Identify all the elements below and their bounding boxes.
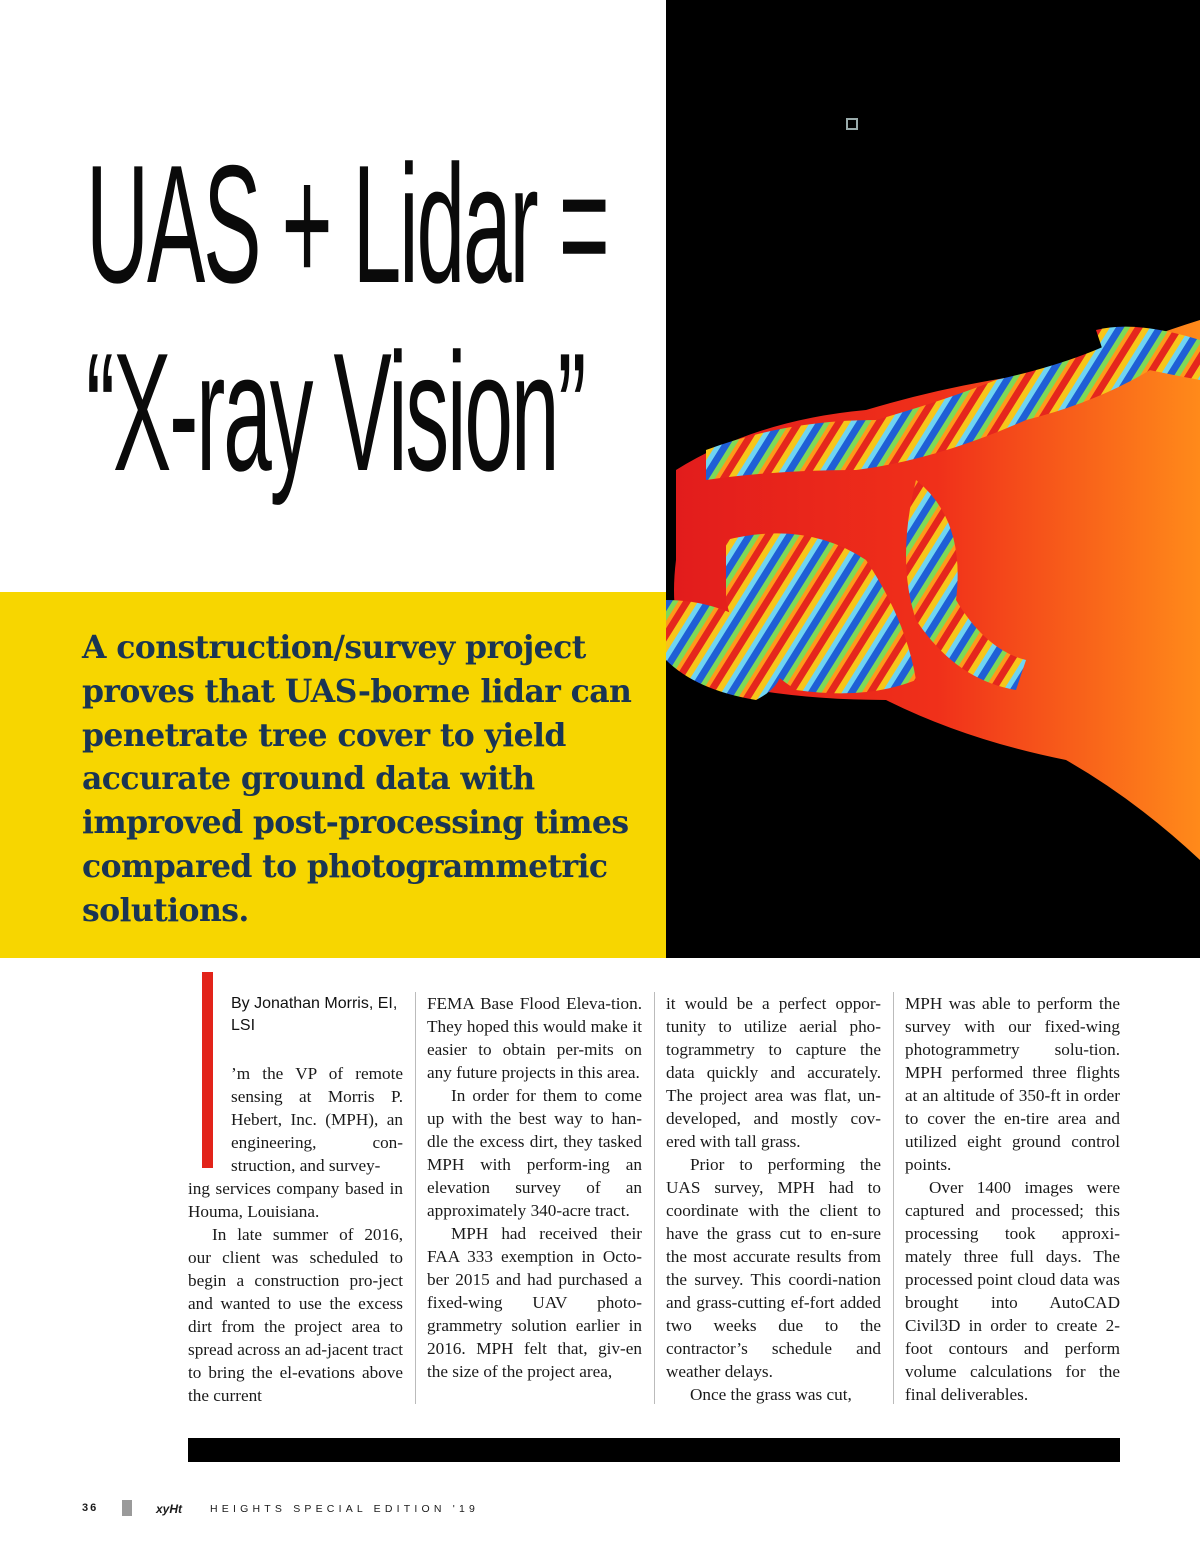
column-divider (654, 992, 655, 1404)
footer-marker (122, 1500, 132, 1516)
paragraph: MPH had received their FAA 333 exemption in Octo-ber 2015 and had purchased a fixed-wing UAV photo-grammetry solution earlier in 2016. MPH felt that, giv-en the size of the project area, (427, 1224, 642, 1381)
paragraph: In order for them to come up with the best way to han-dle the excess dirt, they tasked MPH with perform-ing an elevation survey of an approximately 340-acre tract. (427, 1086, 642, 1220)
headline (86, 130, 608, 506)
headline-line-1: UAS + Lidar = (86, 130, 608, 318)
edition-label: HEIGHTS SPECIAL EDITION '19 (210, 1503, 480, 1515)
page-footer (82, 1500, 1122, 1520)
magazine-brand: xyHt (156, 1502, 183, 1516)
paragraph: MPH was able to perform the survey with our fixed-wing photogrammetry solu-tion. MPH performed three flights at an altitude of 350-ft in order to cover the en-tire area and utilized eight ground control points. (905, 994, 1120, 1174)
body-col-2 (427, 992, 642, 1383)
paragraph: Over 1400 images were captured and processed; this processing took approxi-mately three full days. The processed point cloud data was brought into AutoCAD Civil3D in order to create 2-foot contours and perform volume calculations for the final deliverables. (905, 1178, 1120, 1404)
body-col-4 (905, 992, 1120, 1406)
paragraph: Prior to performing the UAS survey, MPH had to coordinate with the client to have the grass cut to en-sure the most accurate results from the survey. This coordi-nation and grass-cutting ef-fort added two weeks due to the contractor’s schedule and weather delays. (666, 1155, 881, 1381)
body-col-1 (188, 1177, 403, 1407)
deck-text: A construction/survey project proves that UAS-borne lidar can penetrate tree cover to yield accurate ground data with improved post-processing times compared to photogrammetric solutions. (82, 629, 632, 929)
paragraph: FEMA Base Flood Eleva-tion. They hoped this would make it easier to obtain per-mits on any future projects in this area. (427, 994, 642, 1082)
byline: By Jonathan Morris, EI, LSI (231, 995, 398, 1034)
deck-panel (0, 592, 666, 958)
title-block (0, 0, 666, 592)
page-number: 36 (82, 1502, 99, 1514)
paragraph: In late summer of 2016, our client was scheduled to begin a construction pro-ject and wanted to use the excess dirt from the project area to spread across an ad-jacent tract to bring the el-evations above the current (188, 1225, 403, 1405)
column-divider (893, 992, 894, 1404)
footer-black-bar (188, 1438, 1120, 1462)
lidar-image (666, 0, 1200, 958)
drop-cap-letter (202, 972, 213, 1168)
lidar-point-cloud-graphic (666, 0, 1200, 958)
paragraph: Once the grass was cut, (690, 1385, 852, 1404)
body-col-1-top (231, 1062, 403, 1177)
body-col-3 (666, 992, 881, 1406)
paragraph: it would be a perfect oppor-tunity to utilize aerial pho-togrammetry to capture the data quickly and accurately. The project area was flat, un-developed, and mostly cov-ered with tall grass. (666, 994, 881, 1151)
paragraph: ’m the VP of remote sensing at Morris P. Hebert, Inc. (MPH), an engineering, con-struction, and survey- (231, 1064, 403, 1175)
column-divider (415, 992, 416, 1404)
paragraph: ing services company based in Houma, Louisiana. (188, 1179, 403, 1221)
headline-line-2: “X-ray Vision” (86, 318, 585, 506)
